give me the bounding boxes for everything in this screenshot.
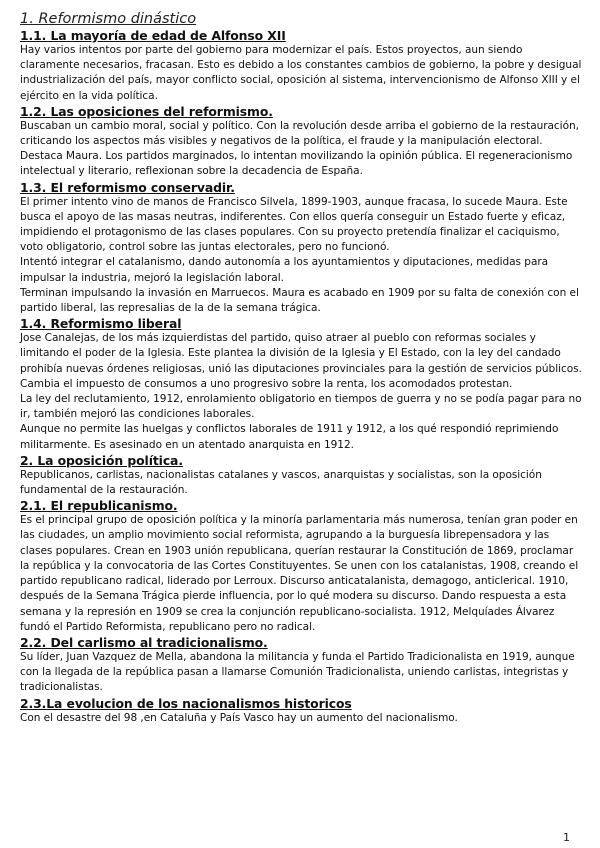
section-2-2-paragraph: Su líder, Juan Vazquez de Mella, abandona la militancia y funda el Partido Tradicionalista en 1919, aunque con la llegada de la república pasan a llamarse Comunión Tradicionalista, uniendo carlistas, integristas y tradicionalistas. — [20, 650, 575, 694]
section-heading-1-3: 1.3. El reformismo conservadir. — [20, 179, 235, 195]
section-heading-2-3: 2.3.La evolucion de los nacionalismos historicos — [20, 695, 352, 711]
section-1-3-paragraph-1: El primer intento vino de manos de Francisco Silvela, 1899-1903, aunque fracasa, lo sucede Maura. Este busca el apoyo de las masas neutras, indiferentes. Con ellos quería conseguir un Estado fuerte y eficaz, impidiendo el protagonismo de las clases populares. Con su proyecto pretendía finalizar el caciquismo, voto obligatorio, control sobre las juntas electorales, pero no funcionó. — [20, 195, 568, 254]
document-page — [20, 10, 584, 726]
section-1-2-paragraph: Buscaban un cambio moral, social y político. Con la revolución desde arriba el gobierno de la restauración, criticando los aspectos más visibles y negativos de la política, el fraude y la manipulación electoral. Destaca Maura. Los partidos marginados, lo intentan movilizando la opinión pública. El regeneracionismo intelectual y literario, reflexionan sobre la decadencia de España. — [20, 119, 579, 178]
section-heading-2: 2. La oposición política. — [20, 452, 183, 468]
section-1-3-paragraph-3: Terminan impulsando la invasión en Marruecos. Maura es acabado en 1909 por su falta de conexión con el partido liberal, las represalias de la de la semana trágica. — [20, 286, 579, 315]
section-heading-1-2: 1.2. Las oposiciones del reformismo. — [20, 103, 273, 119]
section-1-4-paragraph-2: La ley del reclutamiento, 1912, enrolamiento obligatorio en tiempos de guerra y no se podía pagar para no ir, también mejoró las condiciones laborales. — [20, 393, 582, 421]
section-2-1-paragraph: Es el principal grupo de oposición política y la minoría parlamentaria más numerosa, tenían gran poder en las ciudades, un amplio movimiento social reformista, agrupando a la burguesía librepensadora y las clases populares. Crean en 1903 unión republicana, querían restaurar la Constitución de 1869, proclamar la república y la convocatoria de las Cortes Constituyentes. Se unen con los catalanistas, 1908, creando el partido republicano radical, liderado por Lerroux. Discurso anticatalanista, demagogo, anticlerical. 1910, después de la Semana Trágica pierde influencia, por lo qué modera su discurso. Dando respuesta a esta semana y la represión en 1909 se crea la conjunción republicano-socialista. 1912, Melquíades Álvarez fundó el Partido Reformista, republicano pero no radical. — [20, 514, 579, 633]
section-heading-1-1: 1.1. La mayoría de edad de Alfonso XII — [20, 28, 286, 43]
section-1-4-paragraph-3: Aunque no permite las huelgas y conflictos laborales de 1911 y 1912, a los qué respondió reprimiendo militarmente. Es asesinado en un atentado anarquista en 1912. — [20, 423, 559, 451]
section-heading-2-1: 2.1. El republicanismo. — [20, 498, 178, 514]
section-heading-1-4: 1.4. Reformismo liberal — [20, 316, 182, 332]
document-title: 1. Reformismo dinástico — [20, 11, 197, 27]
section-1-4-paragraph-1: Jose Canalejas, de los más izquierdistas del partido, quiso atraer al pueblo con reformas sociales y limitando el poder de la Iglesia. Este plantea la división de la Iglesia y El Estado, con la ley del candado prohibía nuevas órdenes religiosas, unió las diputaciones provinciales para la gestión de servicios públicos. Cambia el impuesto de consumos a uno progresivo sobre la renta, los acomodados protestan. — [20, 332, 582, 390]
section-2-3-paragraph: Con el desastre del 98 ,en Cataluña y País Vasco hay un aumento del nacionalismo. — [20, 711, 458, 724]
section-heading-2-2: 2.2. Del carlismo al tradicionalismo. — [20, 634, 268, 650]
section-1-1-paragraph: Hay varios intentos por parte del gobierno para modernizar el país. Estos proyectos, aun siendo claramente necesarios, fracasan. Esto es debido a los constantes cambios de gobierno, la pobre y desigual industrialización del país, mayor conflicto social, oposición al sistema, intervencionismo de Alfonso XIII y el ejército en la vida política. — [20, 44, 582, 102]
page-number: 1 — [563, 831, 570, 844]
section-1-3-paragraph-2: Intentó integrar el catalanismo, dando autonomía a los ayuntamientos y diputaciones, medidas para impulsar la industria, mejoró la legislación laboral. — [20, 256, 549, 284]
section-2-paragraph: Republicanos, carlistas, nacionalistas catalanes y vascos, anarquistas y socialistas, son la oposición fundamental de la restauración. — [20, 468, 542, 497]
